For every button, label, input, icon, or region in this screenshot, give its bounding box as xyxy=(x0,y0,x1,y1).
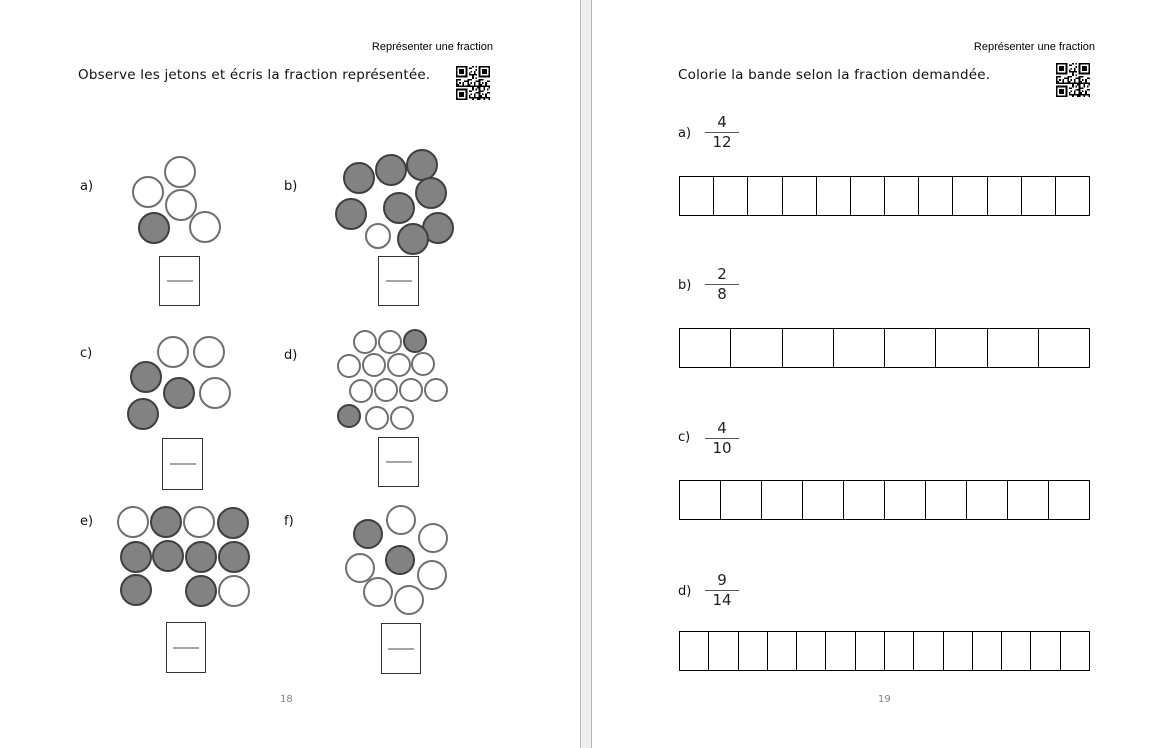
token-empty xyxy=(362,353,386,377)
strip-cell xyxy=(953,177,987,215)
token-filled xyxy=(163,377,195,409)
token-filled xyxy=(217,507,249,539)
fraction xyxy=(700,420,744,457)
token-filled xyxy=(375,154,407,186)
fraction-numerator: 4 xyxy=(717,419,727,437)
strip-cell xyxy=(1039,329,1089,367)
token-filled xyxy=(383,192,415,224)
fraction xyxy=(700,114,744,151)
strip-cell xyxy=(926,481,967,519)
strip-cell xyxy=(1056,177,1089,215)
token-filled xyxy=(353,519,383,549)
token-empty xyxy=(117,506,149,538)
strip-cell xyxy=(680,632,709,670)
page-gap-divider xyxy=(580,0,592,748)
qr-code-icon xyxy=(1056,63,1090,97)
token-empty xyxy=(164,156,196,188)
exercise-label: a) xyxy=(80,179,94,194)
token-filled xyxy=(138,212,170,244)
strip-cell xyxy=(1049,481,1089,519)
token-empty xyxy=(218,575,250,607)
token-empty xyxy=(424,378,448,402)
token-empty xyxy=(394,585,424,615)
strip-cell xyxy=(936,329,987,367)
exercise-label: b) xyxy=(678,278,692,293)
token-filled xyxy=(152,540,184,572)
fraction-answer-line xyxy=(386,281,412,282)
fraction-answer-line xyxy=(173,647,199,648)
strip-cell xyxy=(1008,481,1049,519)
page-number: 19 xyxy=(878,694,891,705)
fraction-answer-line xyxy=(167,281,193,282)
strip-cell xyxy=(680,177,714,215)
exercise-label: c) xyxy=(678,430,691,445)
strip-cell xyxy=(709,632,738,670)
token-empty xyxy=(387,353,411,377)
exercise-label: d) xyxy=(678,584,692,599)
fraction-numerator: 9 xyxy=(717,571,727,589)
strip-cell xyxy=(919,177,953,215)
token-filled xyxy=(343,162,375,194)
answer-box xyxy=(378,437,419,487)
qr-code-icon xyxy=(456,66,490,100)
token-filled xyxy=(185,575,217,607)
fraction-numerator: 2 xyxy=(717,265,727,283)
fraction-strip xyxy=(679,176,1090,216)
exercise-label: a) xyxy=(678,126,692,141)
strip-cell xyxy=(1002,632,1031,670)
fraction xyxy=(700,572,744,609)
strip-cell xyxy=(944,632,973,670)
token-empty xyxy=(199,377,231,409)
strip-cell xyxy=(680,329,731,367)
token-filled xyxy=(397,223,429,255)
token-empty xyxy=(411,352,435,376)
token-filled xyxy=(385,545,415,575)
strip-cell xyxy=(885,632,914,670)
exercise-label: b) xyxy=(284,179,298,194)
token-filled xyxy=(150,506,182,538)
strip-cell xyxy=(885,329,936,367)
exercise-label: e) xyxy=(80,514,94,529)
fraction-denominator: 10 xyxy=(712,439,732,457)
fraction-answer-line xyxy=(170,464,196,465)
answer-box xyxy=(378,256,419,306)
answer-box xyxy=(159,256,200,306)
exercise-label: c) xyxy=(80,346,93,361)
answer-box xyxy=(166,622,206,673)
fraction-strip xyxy=(679,328,1090,368)
strip-cell xyxy=(783,329,834,367)
strip-cell xyxy=(762,481,803,519)
token-empty xyxy=(349,379,373,403)
token-filled xyxy=(127,398,159,430)
fraction-denominator: 12 xyxy=(712,133,732,151)
strip-cell xyxy=(739,632,768,670)
token-empty xyxy=(189,211,221,243)
token-empty xyxy=(132,176,164,208)
token-empty xyxy=(157,336,189,368)
page-number: 18 xyxy=(280,694,293,705)
strip-cell xyxy=(988,177,1022,215)
fraction-answer-line xyxy=(388,648,414,649)
instruction-text: Colorie la bande selon la fraction demandée. xyxy=(678,67,991,83)
token-filled xyxy=(337,404,361,428)
instruction-text: Observe les jetons et écris la fraction représentée. xyxy=(78,67,431,83)
strip-cell xyxy=(851,177,885,215)
fraction xyxy=(700,266,744,303)
strip-cell xyxy=(967,481,1008,519)
strip-cell xyxy=(826,632,855,670)
strip-cell xyxy=(1031,632,1060,670)
fraction-strip xyxy=(679,480,1090,520)
token-empty xyxy=(193,336,225,368)
token-empty xyxy=(378,330,402,354)
strip-cell xyxy=(731,329,782,367)
fraction-denominator: 8 xyxy=(717,285,727,303)
token-filled xyxy=(218,541,250,573)
token-empty xyxy=(365,223,391,249)
fraction-answer-line xyxy=(386,462,412,463)
token-empty xyxy=(337,354,361,378)
token-filled xyxy=(403,329,427,353)
strip-cell xyxy=(748,177,782,215)
token-filled xyxy=(185,541,217,573)
exercise-label: f) xyxy=(284,514,294,529)
page-header: Représenter une fraction xyxy=(973,41,1095,53)
token-empty xyxy=(183,506,215,538)
strip-cell xyxy=(1022,177,1056,215)
strip-cell xyxy=(803,481,844,519)
token-empty xyxy=(418,523,448,553)
strip-cell xyxy=(768,632,797,670)
strip-cell xyxy=(885,481,926,519)
token-empty xyxy=(363,577,393,607)
strip-cell xyxy=(817,177,851,215)
strip-cell xyxy=(783,177,817,215)
token-empty xyxy=(365,406,389,430)
strip-cell xyxy=(680,481,721,519)
token-filled xyxy=(415,177,447,209)
strip-cell xyxy=(973,632,1002,670)
strip-cell xyxy=(797,632,826,670)
strip-cell xyxy=(885,177,919,215)
page-header: Représenter une fraction xyxy=(371,41,493,53)
token-empty xyxy=(353,330,377,354)
exercise-label: d) xyxy=(284,348,298,363)
answer-box xyxy=(162,438,203,490)
strip-cell xyxy=(721,481,762,519)
token-empty xyxy=(374,378,398,402)
strip-cell xyxy=(844,481,885,519)
strip-cell xyxy=(988,329,1039,367)
fraction-numerator: 4 xyxy=(717,113,727,131)
token-empty xyxy=(399,378,423,402)
page-right xyxy=(592,0,1172,748)
strip-cell xyxy=(1061,632,1089,670)
token-filled xyxy=(120,541,152,573)
token-empty xyxy=(417,560,447,590)
fraction-strip xyxy=(679,631,1090,671)
token-empty xyxy=(390,406,414,430)
token-filled xyxy=(130,361,162,393)
strip-cell xyxy=(714,177,748,215)
answer-box xyxy=(381,623,421,674)
token-filled xyxy=(335,198,367,230)
token-filled xyxy=(120,574,152,606)
fraction-denominator: 14 xyxy=(712,591,732,609)
strip-cell xyxy=(856,632,885,670)
page-left xyxy=(0,0,580,748)
token-empty xyxy=(386,505,416,535)
strip-cell xyxy=(914,632,943,670)
strip-cell xyxy=(834,329,885,367)
